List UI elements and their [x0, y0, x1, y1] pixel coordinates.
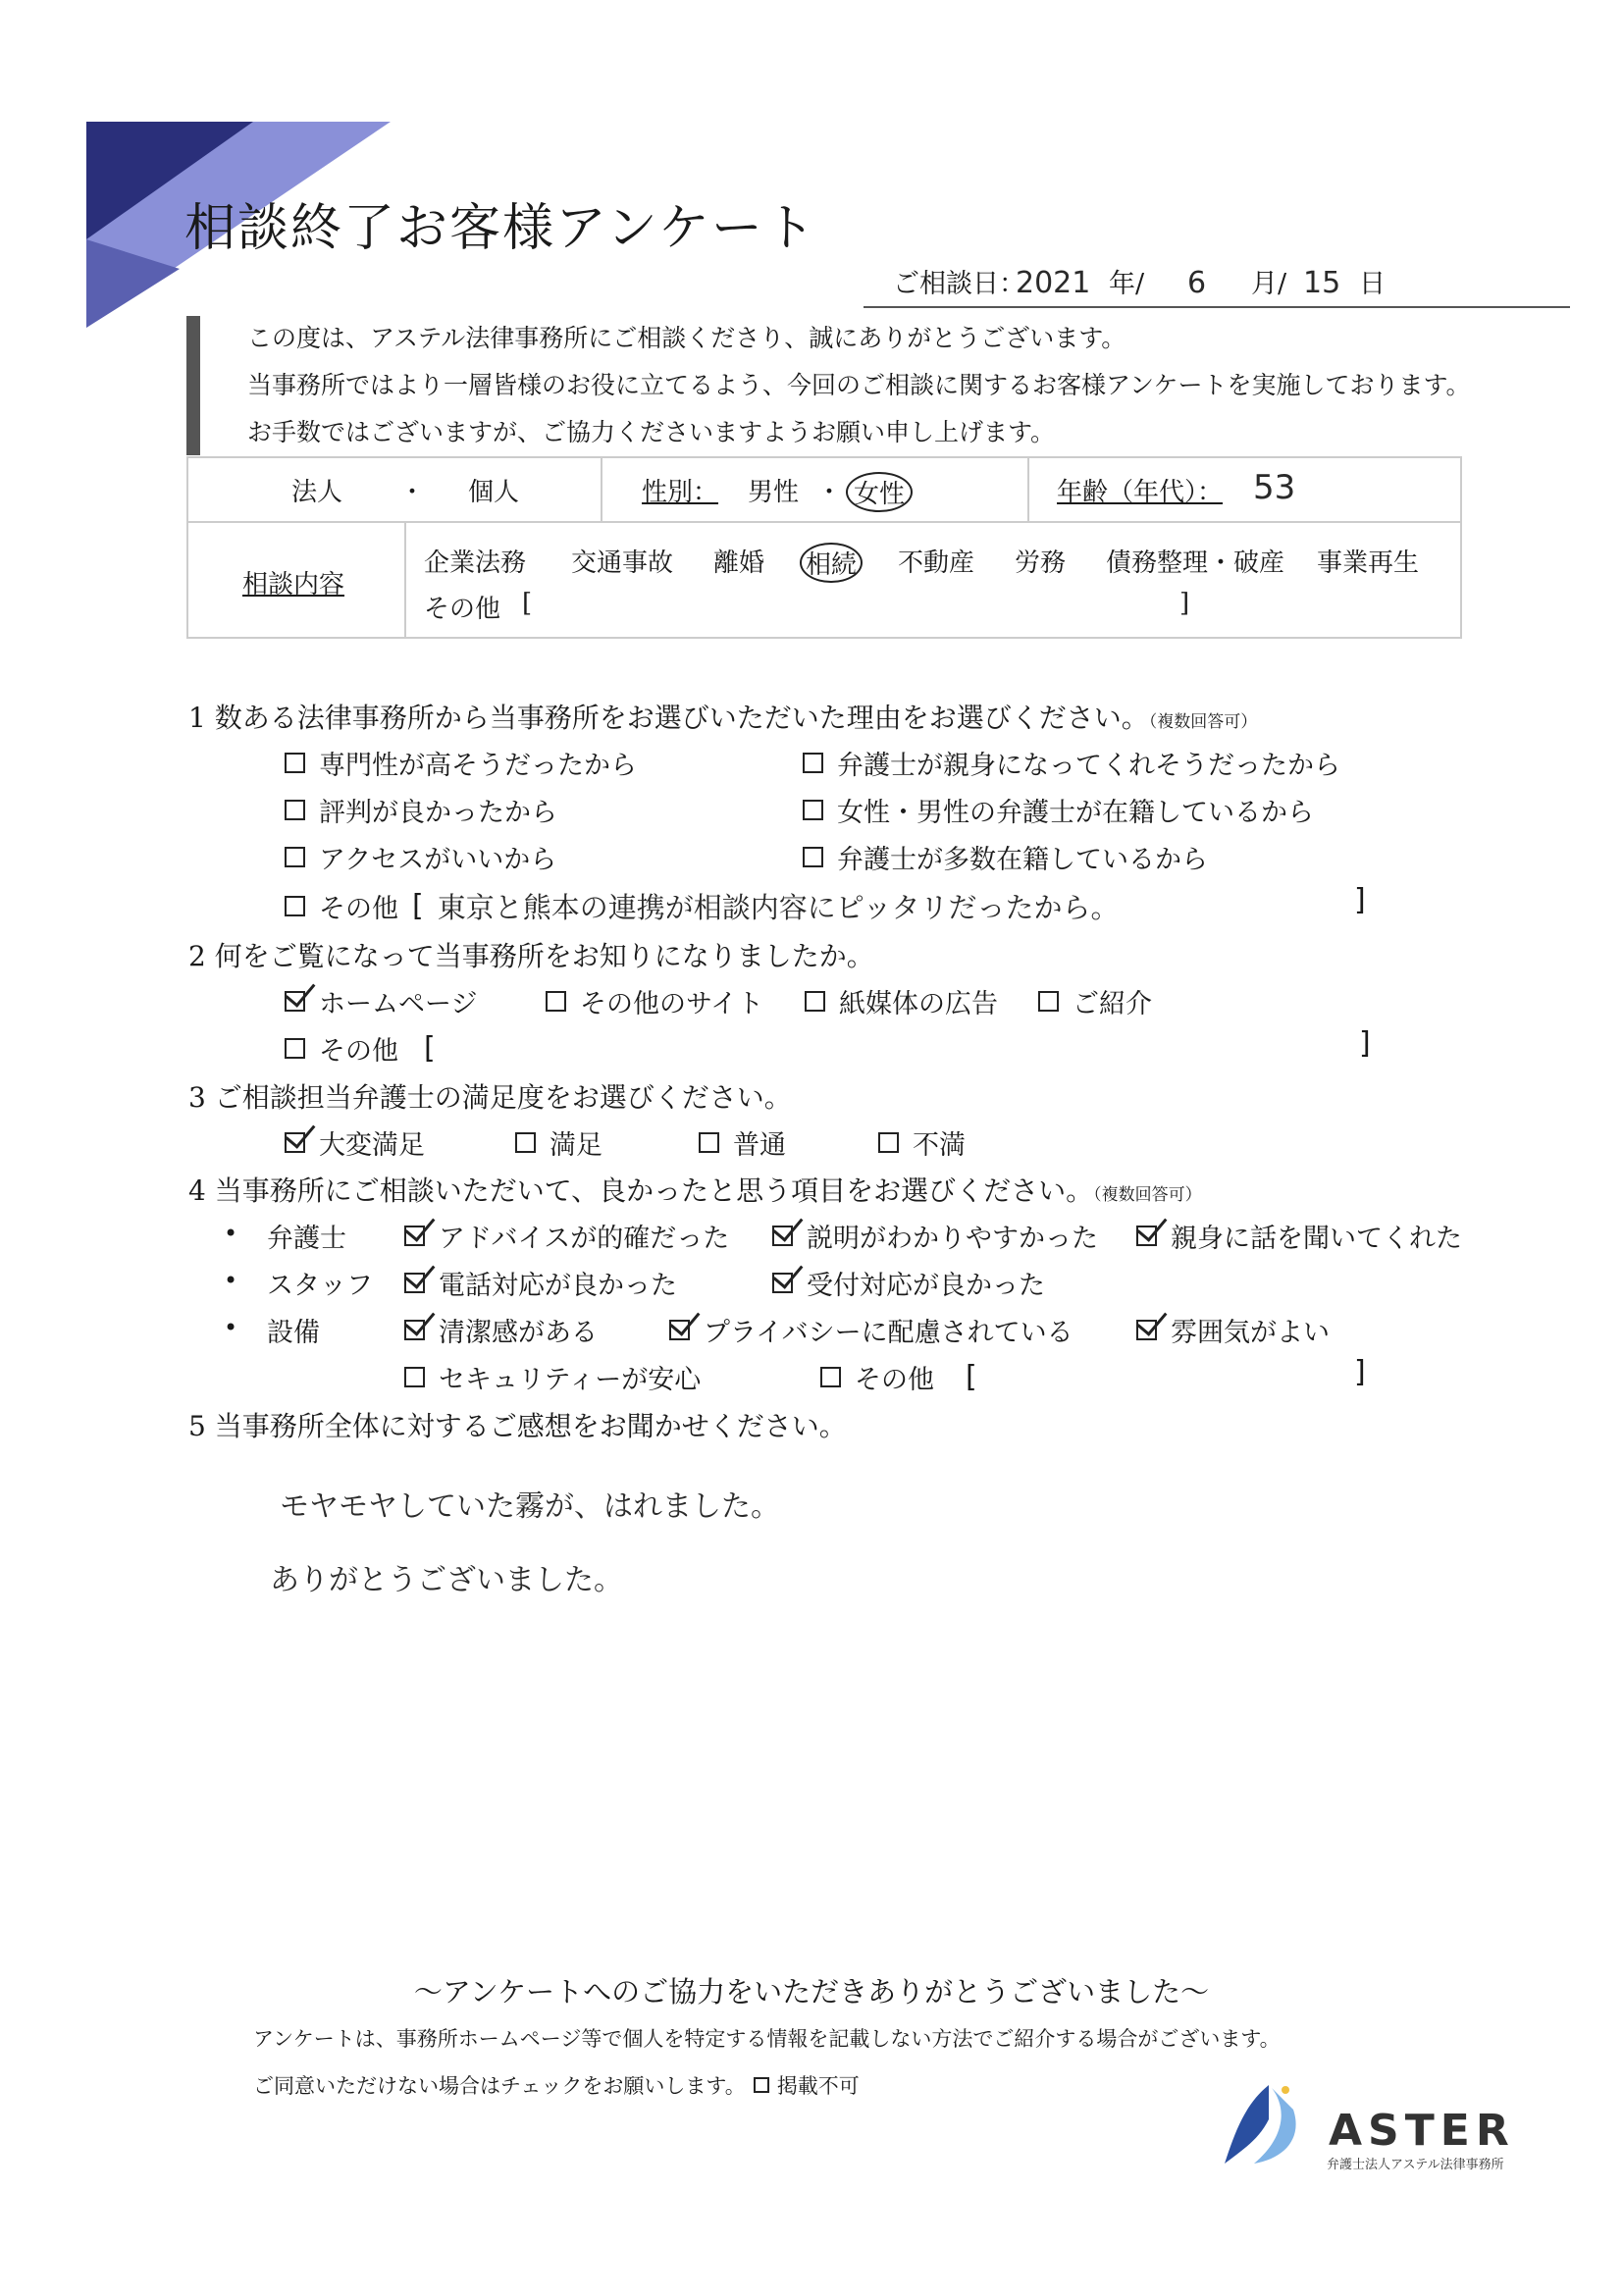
q4-option-phone[interactable]: [404, 1264, 677, 1302]
category-label: 相談内容: [242, 570, 345, 600]
q1-other[interactable]: [285, 886, 1120, 926]
age-value: 53: [1253, 468, 1296, 507]
thanks-message: ～アンケートへのご協力をいただきありがとうございました～: [413, 1975, 1210, 2009]
profile-table: [186, 456, 1462, 639]
aster-logo-icon: [1215, 2080, 1313, 2168]
bracket-close: ]: [1354, 883, 1366, 917]
checkbox[interactable]: [803, 753, 823, 773]
checkbox[interactable]: [285, 847, 305, 867]
option-label: 評判が良かったから: [319, 798, 557, 828]
bracket-open: [: [522, 589, 533, 618]
q4-option-listen[interactable]: [1136, 1217, 1462, 1255]
checkbox[interactable]: [878, 1132, 899, 1153]
page-title: 相談終了お客様アンケート: [184, 199, 817, 258]
q4-option-security[interactable]: [404, 1358, 701, 1396]
footer-consent: [253, 2070, 860, 2100]
category-option[interactable]: 不動産: [898, 548, 975, 578]
checkbox-checked[interactable]: [285, 1132, 305, 1153]
q1-option[interactable]: [803, 838, 1208, 876]
q4-option-other[interactable]: [820, 1358, 977, 1396]
q2-other[interactable]: [285, 1029, 436, 1068]
q2-option[interactable]: [1038, 982, 1152, 1020]
category-option[interactable]: 事業再生: [1317, 548, 1420, 578]
bracket-open: [: [966, 1360, 977, 1394]
checkbox-checked[interactable]: [404, 1273, 425, 1293]
q1-question-text: 1 数ある法律事務所から当事務所をお選びいただいた理由をお選びください。: [188, 702, 1149, 734]
checkbox[interactable]: [803, 847, 823, 867]
q5-answer-line: モヤモヤしていた霧が、はれました。: [280, 1489, 780, 1524]
option-label: 弁護士が多数在籍しているから: [837, 845, 1208, 875]
female-option-circled[interactable]: 女性: [846, 472, 913, 512]
option-label: その他: [855, 1365, 934, 1395]
intro-accent-bar: [186, 316, 200, 455]
checkbox-checked[interactable]: [285, 991, 305, 1012]
q1-option[interactable]: [285, 791, 557, 829]
q4-question-text: 4 当事務所にご相談いただいて、良かったと思う項目をお選びください。: [188, 1174, 1094, 1207]
q4-option-atmosphere[interactable]: [1136, 1311, 1330, 1349]
individual-option[interactable]: 個人: [468, 478, 520, 507]
checkbox[interactable]: [803, 800, 823, 820]
option-label: アクセスがいいから: [319, 845, 557, 875]
option-label: 弁護士が親身になってくれそうだったから: [837, 751, 1340, 781]
checkbox[interactable]: [805, 991, 825, 1012]
q3-option-very-satisfied[interactable]: [285, 1123, 425, 1162]
category-option[interactable]: 交通事故: [571, 548, 674, 578]
aster-logo-subtitle: 弁護士法人アステル法律事務所: [1327, 2158, 1504, 2172]
checkbox-checked[interactable]: [772, 1226, 793, 1246]
date-day-unit: 日: [1359, 269, 1386, 299]
male-option[interactable]: 男性: [748, 478, 800, 507]
checkbox-checked[interactable]: [1136, 1226, 1157, 1246]
option-label: プライバシーに配慮されている: [704, 1318, 1073, 1348]
separator-dot: ・: [399, 478, 426, 507]
category-other-label: その他: [424, 595, 501, 624]
checkbox[interactable]: [820, 1367, 841, 1387]
option-label: その他のサイト: [580, 989, 764, 1019]
option-label: 説明がわかりやすかった: [807, 1224, 1098, 1254]
date-year: 2021: [1016, 266, 1091, 300]
checkbox[interactable]: [699, 1132, 719, 1153]
option-label: 受付対応が良かった: [807, 1271, 1045, 1301]
checkbox[interactable]: [404, 1367, 425, 1387]
intro-line: この度は、アステル法律事務所にご相談くださり、誠にありがとうございます。: [247, 324, 1126, 352]
q1-option[interactable]: [285, 838, 556, 876]
footer-note: アンケートは、事務所ホームページ等で個人を特定する情報を記載しない方法でご紹介する場合がございます。: [253, 2027, 1281, 2051]
option-label: 親身に話を聞いてくれた: [1171, 1224, 1462, 1254]
bracket-close: ]: [1354, 1355, 1366, 1389]
lawyer-label: 弁護士: [267, 1224, 346, 1254]
option-label: セキュリティーが安心: [439, 1365, 702, 1395]
bullet: •: [224, 1314, 238, 1341]
checkbox-checked[interactable]: [669, 1320, 690, 1340]
q4-option-clean[interactable]: [404, 1311, 598, 1349]
bracket-open: [: [412, 889, 424, 923]
age-label: 年齢（年代）：: [1057, 478, 1224, 507]
q1-question: [188, 697, 1257, 736]
q5-answer-line: ありがとうございました。: [270, 1563, 623, 1597]
category-option[interactable]: 離婚: [713, 548, 765, 578]
category-option[interactable]: 労務: [1015, 548, 1067, 578]
option-label: ホームページ: [319, 989, 478, 1019]
category-option[interactable]: 企業法務: [424, 548, 527, 578]
q1-note: （複数回答可）: [1148, 712, 1258, 732]
checkbox[interactable]: [285, 1038, 305, 1059]
option-label: 雰囲気がよい: [1171, 1318, 1330, 1348]
corp-option[interactable]: 法人: [291, 478, 343, 507]
option-label: ご紹介: [1073, 989, 1152, 1019]
option-label: アドバイスが的確だった: [439, 1224, 730, 1254]
consultation-date: [864, 267, 1570, 308]
option-label: その他: [319, 1036, 398, 1067]
option-label: 大変満足: [319, 1130, 425, 1161]
date-year-unit: 年/: [1109, 269, 1145, 299]
checkbox[interactable]: [546, 991, 566, 1012]
bracket-close: ]: [1359, 1026, 1371, 1061]
date-month: 6: [1187, 266, 1207, 300]
q4-note: （複数回答可）: [1093, 1185, 1202, 1205]
q4-option-advice[interactable]: [404, 1217, 729, 1255]
date-label: ご相談日：: [893, 269, 1025, 299]
bracket-open: [: [424, 1031, 436, 1066]
option-label: 不満: [913, 1130, 966, 1161]
q4-question: [188, 1170, 1202, 1209]
intro-line: お手数ではございますが、ご協力くださいますようお願い申し上げます。: [247, 418, 1056, 446]
q1-option[interactable]: [285, 744, 637, 782]
category-option[interactable]: 債務整理・破産: [1106, 548, 1285, 578]
date-month-unit: 月/: [1251, 269, 1287, 299]
bullet: •: [224, 1220, 238, 1247]
checkbox[interactable]: [285, 896, 305, 916]
checkbox-checked[interactable]: [1136, 1320, 1157, 1340]
no-publish-checkbox[interactable]: [754, 2077, 769, 2093]
category-option-circled[interactable]: 相続: [800, 543, 863, 583]
q1-option[interactable]: [803, 791, 1314, 829]
checkbox-checked[interactable]: [772, 1273, 793, 1293]
staff-label: スタッフ: [267, 1271, 373, 1301]
option-label: 電話対応が良かった: [439, 1271, 677, 1301]
option-label: その他: [319, 894, 398, 924]
option-label: 女性・男性の弁護士が在籍しているから: [837, 798, 1314, 828]
checkbox[interactable]: [1038, 991, 1059, 1012]
checkbox-checked[interactable]: [404, 1320, 425, 1340]
aster-logo-text: ASTER: [1329, 2106, 1515, 2156]
bullet: •: [224, 1267, 238, 1294]
q3-option[interactable]: [515, 1123, 602, 1162]
option-label: 満足: [550, 1130, 602, 1161]
q3-option[interactable]: [878, 1123, 966, 1162]
checkbox[interactable]: [285, 800, 305, 820]
gender-label: 性別：: [642, 478, 719, 507]
bracket-close: ]: [1179, 589, 1190, 618]
option-label: 普通: [733, 1130, 786, 1161]
separator-dot: ・: [816, 478, 843, 507]
checkbox[interactable]: [515, 1132, 536, 1153]
q2-question: 2 何をご覧になって当事務所をお知りになりましたか。: [188, 940, 874, 972]
q1-other-answer: 東京と熊本の連携が相談内容にピッタリだったから。: [437, 891, 1120, 924]
q2-option[interactable]: [546, 982, 763, 1020]
q1-option[interactable]: [803, 744, 1340, 782]
q4-option-reception[interactable]: [772, 1264, 1045, 1302]
q3-option[interactable]: [699, 1123, 786, 1162]
q4-option-explain[interactable]: [772, 1217, 1098, 1255]
footer-note: ご同意いただけない場合はチェックをお願いします。: [253, 2074, 746, 2098]
no-publish-label: 掲載不可: [776, 2074, 860, 2098]
date-day: 15: [1303, 266, 1341, 300]
option-label: 清潔感がある: [439, 1318, 598, 1348]
option-label: 専門性が高そうだったから: [319, 751, 637, 781]
checkbox-checked[interactable]: [404, 1226, 425, 1246]
facility-label: 設備: [267, 1318, 320, 1348]
q3-question: 3 ご相談担当弁護士の満足度をお選びください。: [188, 1081, 792, 1114]
option-label: 紙媒体の広告: [839, 989, 998, 1019]
q2-option[interactable]: [805, 982, 998, 1020]
q4-option-privacy[interactable]: [669, 1311, 1073, 1349]
checkbox[interactable]: [285, 753, 305, 773]
q5-question: 5 当事務所全体に対するご感想をお聞かせください。: [188, 1410, 847, 1442]
q2-option-homepage[interactable]: [285, 982, 477, 1020]
intro-line: 当事務所ではより一層皆様のお役に立てるよう、今回のご相談に関するお客様アンケートを実施しております。: [247, 371, 1471, 399]
